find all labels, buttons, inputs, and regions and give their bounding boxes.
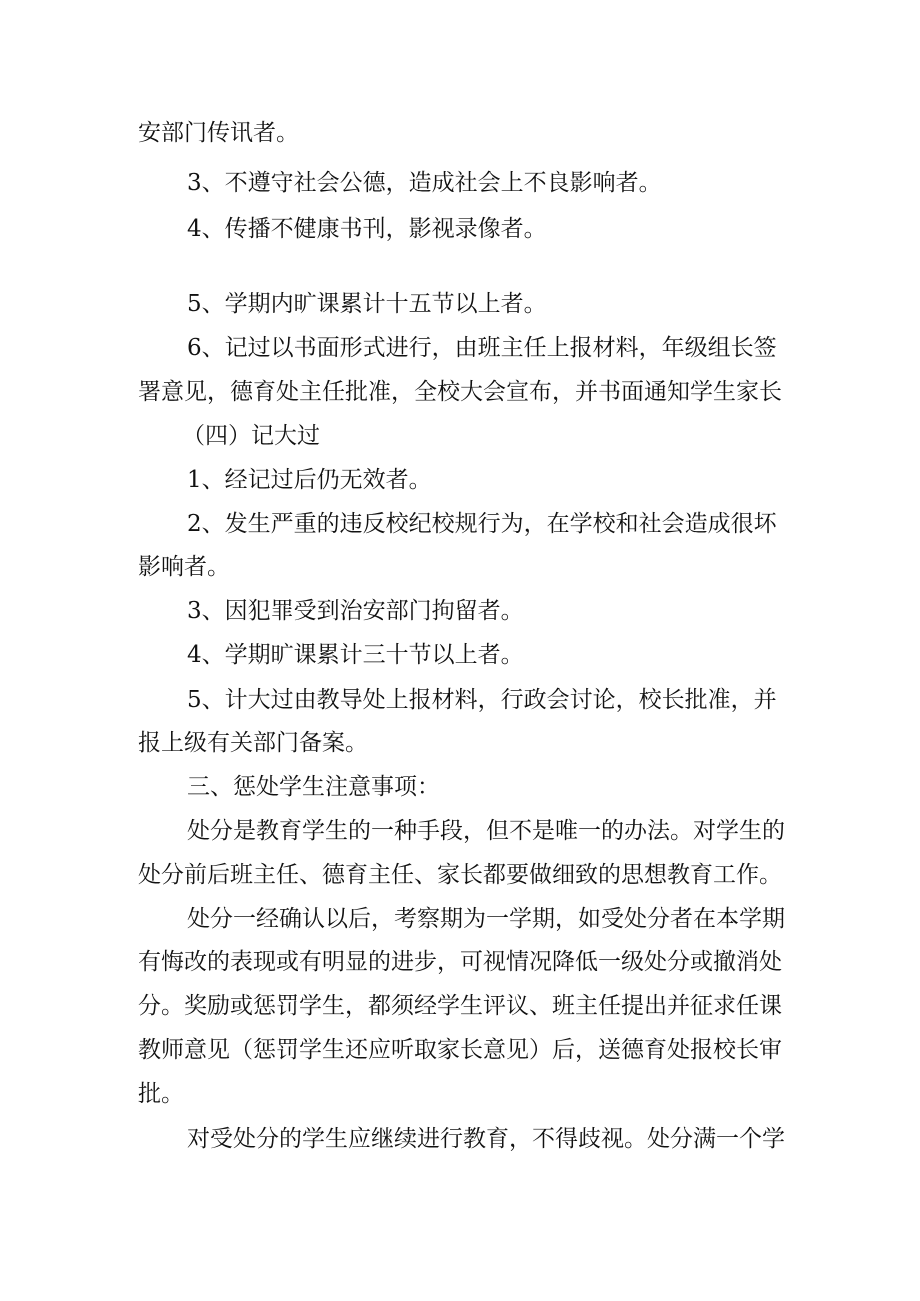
text-line: 署意见，德育处主任批准，全校大会宣布，并书面通知学生家长 xyxy=(138,379,782,405)
text-line: 1、经记过后仍无效者。 xyxy=(187,467,432,493)
text-line: 处分一经确认以后，考察期为一学期，如受处分者在本学期 xyxy=(187,906,785,932)
text-line: 影响者。 xyxy=(138,554,230,580)
text-line: 4、学期旷课累计三十节以上者。 xyxy=(187,642,524,668)
text-line: 报上级有关部门备案。 xyxy=(138,730,368,756)
text-line: 3、不遵守社会公德，造成社会上不良影响者。 xyxy=(187,170,662,196)
text-line: 批。 xyxy=(138,1081,184,1107)
text-line: 对受处分的学生应继续进行教育，不得歧视。处分满一个学 xyxy=(187,1126,785,1152)
text-line: 安部门传讯者。 xyxy=(138,120,299,146)
text-line: 处分是教育学生的一种手段，但不是唯一的办法。对学生的 xyxy=(187,818,785,844)
section-heading: （四）记大过 xyxy=(182,423,320,449)
section-heading: 三、惩处学生注意事项： xyxy=(187,774,440,800)
text-line: 3、因犯罪受到治安部门拘留者。 xyxy=(187,598,524,624)
text-line: 4、传播不健康书刊，影视录像者。 xyxy=(187,216,547,242)
text-line: 处分前后班主任、德育主任、家长都要做细致的思想教育工作。 xyxy=(138,862,782,888)
text-line: 5、计大过由教导处上报材料，行政会讨论，校长批准，并 xyxy=(187,687,777,713)
text-line: 2、发生严重的违反校纪校规行为，在学校和社会造成很坏 xyxy=(187,511,777,537)
text-line: 教师意见（惩罚学生还应听取家长意见）后，送德育处报校长审 xyxy=(138,1037,782,1063)
text-line: 分。奖励或惩罚学生，都须经学生评议、班主任提出并征求任课 xyxy=(138,993,782,1019)
text-line: 6、记过以书面形式进行，由班主任上报材料，年级组长签 xyxy=(187,335,777,361)
text-line: 有悔改的表现或有明显的进步，可视情况降低一级处分或撤消处 xyxy=(138,949,782,975)
text-line: 5、学期内旷课累计十五节以上者。 xyxy=(187,291,547,317)
